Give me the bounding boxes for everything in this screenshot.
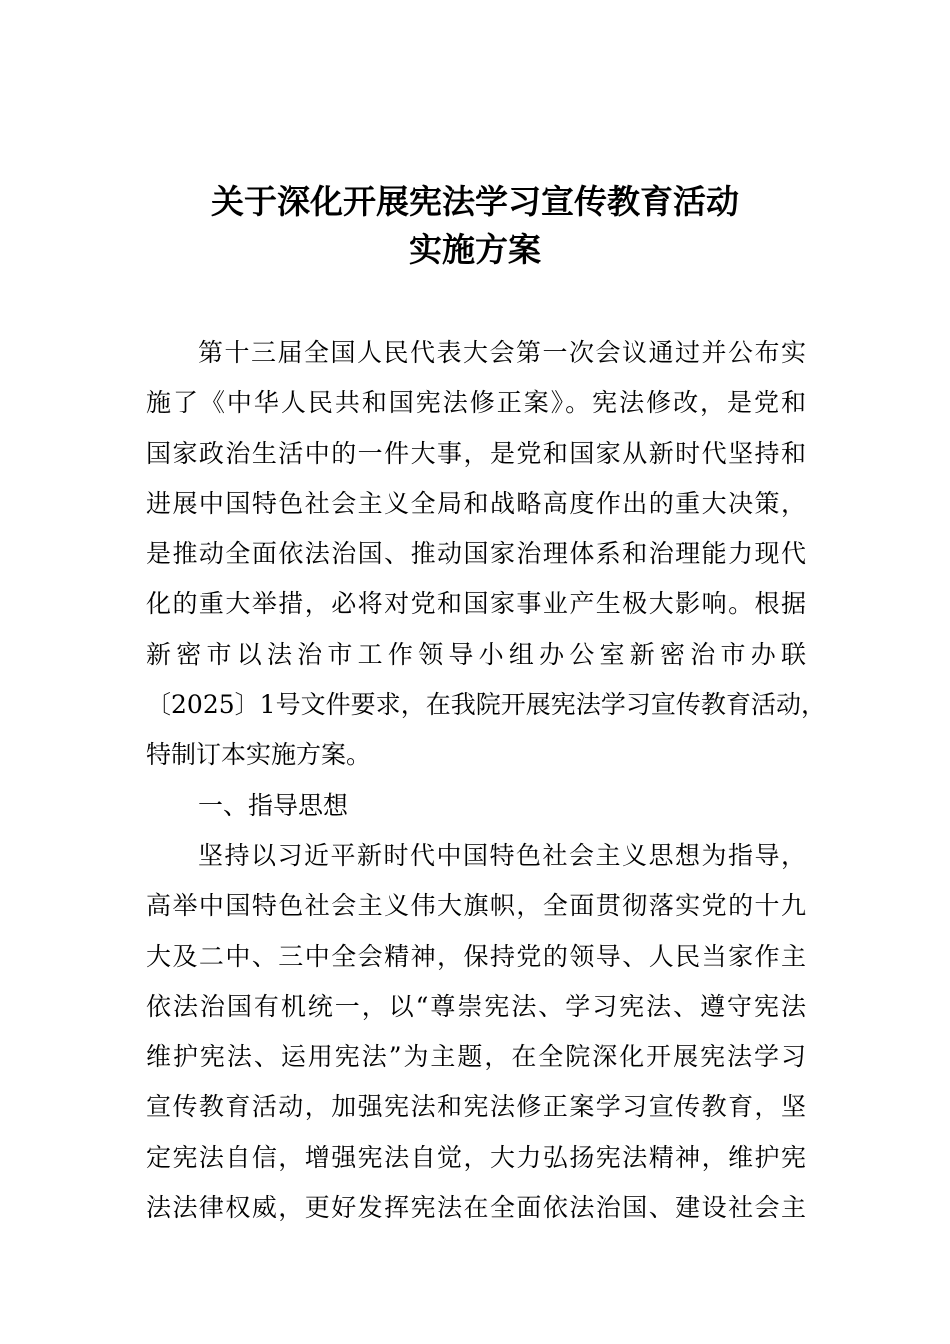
body-line: 是推动全面依法治国、推动国家治理体系和治理能力现代 [146,539,806,569]
body-line: 进展中国特色社会主义全局和战略高度作出的重大决策， [146,488,806,518]
document-title-line-1: 关于深化开展宪法学习宣传教育活动 [211,182,739,221]
body-line: 施了《中华人民共和国宪法修正案》。宪法修改，是党和 [146,388,806,418]
body-line: 高举中国特色社会主义伟大旗帜，全面贯彻落实党的十九 [146,891,806,921]
section-heading: 一、指导思想 [198,790,349,820]
body-line: 宣传教育活动，加强宪法和宪法修正案学习宣传教育，坚 [146,1092,806,1122]
body-line: 坚持以习近平新时代中国特色社会主义思想为指导， [198,840,806,870]
body-line: 国家政治生活中的一件大事，是党和国家从新时代坚持和 [146,438,806,468]
body-line: 维护宪法、运用宪法”为主题，在全院深化开展宪法学习 [146,1042,806,1072]
body-line: 法法律权威，更好发挥宪法在全面依法治国、建设社会主 [146,1193,806,1223]
body-line: 大及二中、三中全会精神，保持党的领导、人民当家作主 [146,941,806,971]
body-line: 化的重大举措，必将对党和国家事业产生极大影响。根据 [146,589,806,619]
body-line: 依法治国有机统一，以“尊崇宪法、学习宪法、遵守宪法 [146,991,806,1021]
body-line: 特制订本实施方案。 [146,740,372,770]
body-line: 定宪法自信，增强宪法自觉，大力弘扬宪法精神，维护宪 [146,1142,806,1172]
body-line: 〔2025〕1号文件要求，在我院开展宪法学习宣传教育活动， [146,690,826,720]
body-line: 第十三届全国人民代表大会第一次会议通过并公布实 [198,338,806,367]
body-line: 新密市以法治市工作领导小组办公室新密治市办联 [146,639,806,669]
document-body [146,328,826,1233]
document-title-line-2: 实施方案 [409,230,541,269]
